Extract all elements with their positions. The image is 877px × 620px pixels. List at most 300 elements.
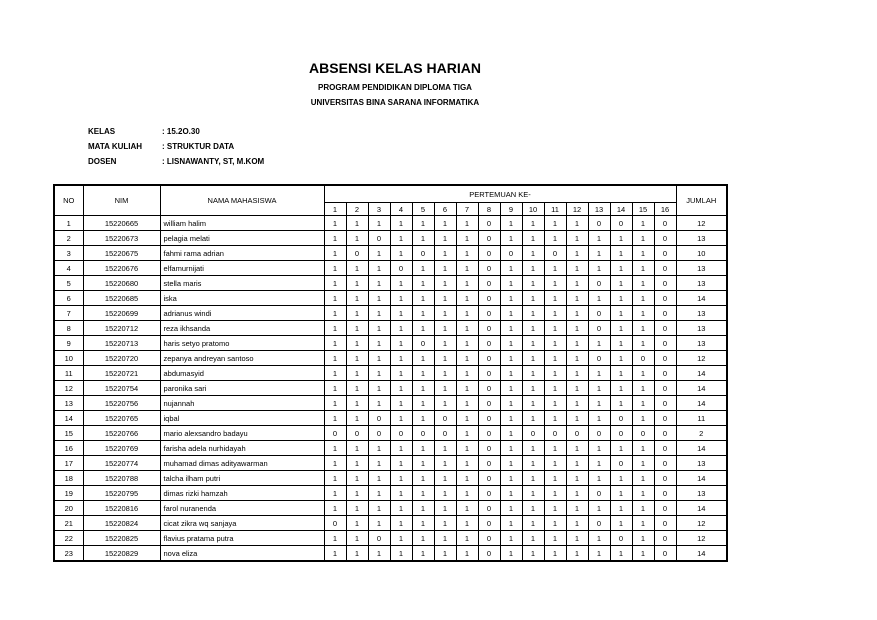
cell-no: 3 [54, 246, 83, 261]
cell-attendance: 1 [346, 396, 368, 411]
cell-attendance: 1 [368, 471, 390, 486]
cell-attendance: 1 [434, 261, 456, 276]
cell-attendance: 1 [500, 216, 522, 231]
cell-attendance: 1 [434, 516, 456, 531]
cell-attendance: 1 [566, 246, 588, 261]
cell-no: 5 [54, 276, 83, 291]
cell-attendance: 1 [566, 321, 588, 336]
meeting-number-header: 14 [610, 203, 632, 216]
cell-attendance: 1 [390, 441, 412, 456]
cell-attendance: 1 [456, 531, 478, 546]
cell-attendance: 1 [610, 366, 632, 381]
cell-attendance: 1 [522, 381, 544, 396]
cell-attendance: 1 [434, 381, 456, 396]
cell-attendance: 1 [566, 486, 588, 501]
cell-attendance: 1 [390, 366, 412, 381]
cell-attendance: 1 [324, 366, 346, 381]
cell-nim: 15220765 [83, 411, 160, 426]
meta-mata-kuliah [88, 142, 234, 151]
cell-attendance: 1 [500, 531, 522, 546]
cell-attendance: 0 [324, 516, 346, 531]
cell-attendance: 1 [588, 456, 610, 471]
cell-attendance: 0 [478, 471, 500, 486]
cell-jumlah: 13 [676, 456, 727, 471]
cell-attendance: 0 [544, 426, 566, 441]
cell-attendance: 1 [324, 351, 346, 366]
cell-attendance: 1 [324, 531, 346, 546]
cell-jumlah: 12 [676, 531, 727, 546]
cell-attendance: 1 [412, 261, 434, 276]
cell-attendance: 1 [390, 276, 412, 291]
cell-attendance: 1 [566, 441, 588, 456]
cell-attendance: 0 [610, 426, 632, 441]
cell-attendance: 1 [456, 261, 478, 276]
cell-attendance: 1 [456, 546, 478, 562]
cell-nim: 15220673 [83, 231, 160, 246]
cell-attendance: 1 [500, 426, 522, 441]
cell-attendance: 1 [588, 381, 610, 396]
cell-attendance: 1 [346, 306, 368, 321]
meeting-number-header: 11 [544, 203, 566, 216]
cell-attendance: 1 [522, 366, 544, 381]
cell-attendance: 1 [456, 516, 478, 531]
cell-attendance: 1 [434, 471, 456, 486]
cell-attendance: 1 [500, 501, 522, 516]
cell-attendance: 1 [368, 306, 390, 321]
cell-attendance: 1 [522, 336, 544, 351]
cell-jumlah: 12 [676, 216, 727, 231]
cell-attendance: 1 [456, 366, 478, 381]
meta-value: : STRUKTUR DATA [162, 142, 235, 151]
cell-attendance: 1 [412, 501, 434, 516]
cell-attendance: 1 [434, 321, 456, 336]
cell-attendance: 0 [654, 291, 676, 306]
cell-no: 16 [54, 441, 83, 456]
cell-attendance: 0 [478, 546, 500, 562]
cell-attendance: 1 [412, 516, 434, 531]
cell-jumlah: 14 [676, 396, 727, 411]
cell-attendance: 1 [632, 366, 654, 381]
table-row [54, 291, 727, 306]
cell-attendance: 0 [478, 261, 500, 276]
cell-nim: 15220754 [83, 381, 160, 396]
cell-attendance: 1 [588, 246, 610, 261]
cell-attendance: 1 [368, 516, 390, 531]
cell-attendance: 1 [456, 471, 478, 486]
cell-attendance: 0 [654, 486, 676, 501]
cell-attendance: 1 [390, 396, 412, 411]
cell-attendance: 1 [522, 531, 544, 546]
meeting-number-header: 3 [368, 203, 390, 216]
cell-attendance: 1 [522, 291, 544, 306]
cell-attendance: 1 [632, 531, 654, 546]
cell-attendance: 0 [544, 246, 566, 261]
table-row [54, 471, 727, 486]
cell-attendance: 1 [456, 411, 478, 426]
cell-attendance: 1 [544, 486, 566, 501]
meeting-number-header: 6 [434, 203, 456, 216]
cell-nim: 15220766 [83, 426, 160, 441]
cell-attendance: 1 [522, 306, 544, 321]
cell-attendance: 0 [478, 351, 500, 366]
cell-attendance: 1 [368, 276, 390, 291]
cell-attendance: 1 [346, 516, 368, 531]
cell-attendance: 1 [522, 516, 544, 531]
cell-attendance: 1 [412, 306, 434, 321]
cell-attendance: 1 [544, 441, 566, 456]
cell-attendance: 0 [654, 546, 676, 562]
cell-attendance: 1 [368, 261, 390, 276]
cell-attendance: 1 [390, 531, 412, 546]
cell-nama: fahmi rama adrian [160, 246, 324, 261]
cell-attendance: 0 [654, 396, 676, 411]
cell-no: 18 [54, 471, 83, 486]
cell-attendance: 1 [412, 546, 434, 562]
cell-nim: 15220713 [83, 336, 160, 351]
cell-attendance: 0 [654, 246, 676, 261]
cell-jumlah: 14 [676, 546, 727, 562]
meeting-number-header: 8 [478, 203, 500, 216]
cell-attendance: 1 [324, 501, 346, 516]
cell-attendance: 1 [588, 471, 610, 486]
cell-attendance: 1 [544, 546, 566, 562]
cell-attendance: 1 [434, 456, 456, 471]
cell-attendance: 1 [346, 546, 368, 562]
cell-attendance: 1 [324, 336, 346, 351]
cell-attendance: 1 [566, 291, 588, 306]
cell-attendance: 1 [390, 231, 412, 246]
cell-attendance: 0 [654, 471, 676, 486]
cell-attendance: 0 [588, 321, 610, 336]
cell-attendance: 1 [324, 456, 346, 471]
header-nama: NAMA MAHASISWA [160, 185, 324, 216]
cell-attendance: 0 [390, 261, 412, 276]
table-row [54, 426, 727, 441]
cell-attendance: 1 [588, 396, 610, 411]
cell-attendance: 1 [566, 366, 588, 381]
cell-nim: 15220685 [83, 291, 160, 306]
cell-attendance: 1 [390, 486, 412, 501]
meta-dosen [88, 157, 264, 166]
cell-attendance: 1 [412, 291, 434, 306]
cell-attendance: 0 [610, 456, 632, 471]
cell-jumlah: 12 [676, 516, 727, 531]
cell-attendance: 1 [566, 411, 588, 426]
cell-attendance: 1 [434, 246, 456, 261]
cell-attendance: 1 [456, 246, 478, 261]
cell-attendance: 1 [522, 216, 544, 231]
cell-attendance: 1 [456, 501, 478, 516]
cell-attendance: 1 [566, 381, 588, 396]
cell-attendance: 1 [390, 516, 412, 531]
cell-attendance: 0 [654, 426, 676, 441]
cell-attendance: 1 [390, 351, 412, 366]
cell-attendance: 1 [500, 336, 522, 351]
university-subtitle: UNIVERSITAS BINA SARANA INFORMATIKA [310, 98, 480, 107]
table-row [54, 306, 727, 321]
cell-attendance: 0 [368, 231, 390, 246]
cell-no: 7 [54, 306, 83, 321]
cell-nim: 15220774 [83, 456, 160, 471]
cell-jumlah: 14 [676, 381, 727, 396]
cell-attendance: 1 [346, 411, 368, 426]
cell-nama: stella maris [160, 276, 324, 291]
cell-no: 12 [54, 381, 83, 396]
cell-attendance: 1 [324, 381, 346, 396]
cell-attendance: 1 [500, 381, 522, 396]
table-row [54, 501, 727, 516]
cell-no: 13 [54, 396, 83, 411]
cell-attendance: 0 [654, 456, 676, 471]
cell-attendance: 1 [368, 336, 390, 351]
cell-attendance: 1 [544, 381, 566, 396]
cell-attendance: 0 [654, 381, 676, 396]
cell-attendance: 0 [654, 411, 676, 426]
cell-attendance: 1 [566, 306, 588, 321]
cell-jumlah: 13 [676, 486, 727, 501]
cell-attendance: 1 [456, 231, 478, 246]
cell-attendance: 1 [434, 351, 456, 366]
cell-attendance: 1 [324, 471, 346, 486]
cell-attendance: 0 [588, 426, 610, 441]
cell-attendance: 1 [368, 381, 390, 396]
cell-attendance: 1 [588, 501, 610, 516]
cell-nim: 15220721 [83, 366, 160, 381]
cell-attendance: 0 [478, 291, 500, 306]
cell-attendance: 0 [478, 246, 500, 261]
cell-attendance: 1 [434, 276, 456, 291]
cell-attendance: 1 [434, 336, 456, 351]
cell-attendance: 1 [368, 321, 390, 336]
cell-jumlah: 13 [676, 276, 727, 291]
cell-attendance: 0 [478, 366, 500, 381]
cell-jumlah: 12 [676, 351, 727, 366]
cell-attendance: 0 [588, 306, 610, 321]
cell-attendance: 1 [610, 231, 632, 246]
cell-attendance: 0 [478, 381, 500, 396]
cell-attendance: 1 [610, 441, 632, 456]
cell-attendance: 1 [412, 216, 434, 231]
cell-attendance: 1 [324, 546, 346, 562]
cell-attendance: 1 [610, 246, 632, 261]
page-title: ABSENSI KELAS HARIAN [309, 60, 481, 76]
cell-attendance: 1 [456, 381, 478, 396]
cell-attendance: 1 [566, 276, 588, 291]
cell-no: 9 [54, 336, 83, 351]
meeting-number-header: 1 [324, 203, 346, 216]
cell-attendance: 1 [544, 261, 566, 276]
cell-attendance: 1 [544, 291, 566, 306]
cell-attendance: 1 [434, 231, 456, 246]
cell-attendance: 1 [346, 501, 368, 516]
cell-attendance: 1 [544, 366, 566, 381]
cell-attendance: 1 [588, 531, 610, 546]
cell-attendance: 1 [456, 216, 478, 231]
cell-jumlah: 13 [676, 306, 727, 321]
cell-attendance: 1 [588, 366, 610, 381]
meta-label: KELAS [88, 127, 116, 136]
cell-attendance: 1 [544, 411, 566, 426]
cell-jumlah: 2 [676, 426, 727, 441]
cell-attendance: 1 [324, 486, 346, 501]
cell-nama: mario alexsandro badayu [160, 426, 324, 441]
cell-attendance: 0 [478, 516, 500, 531]
cell-attendance: 1 [566, 456, 588, 471]
cell-attendance: 0 [412, 336, 434, 351]
cell-attendance: 1 [346, 471, 368, 486]
cell-attendance: 1 [632, 501, 654, 516]
cell-nim: 15220680 [83, 276, 160, 291]
cell-no: 14 [54, 411, 83, 426]
cell-attendance: 0 [588, 216, 610, 231]
cell-nim: 15220712 [83, 321, 160, 336]
table-row [54, 246, 727, 261]
cell-no: 17 [54, 456, 83, 471]
cell-attendance: 1 [500, 546, 522, 562]
cell-attendance: 0 [478, 411, 500, 426]
cell-nim: 15220825 [83, 531, 160, 546]
cell-attendance: 1 [566, 531, 588, 546]
cell-attendance: 1 [434, 291, 456, 306]
cell-attendance: 1 [324, 276, 346, 291]
table-row [54, 411, 727, 426]
cell-attendance: 0 [478, 276, 500, 291]
cell-no: 8 [54, 321, 83, 336]
cell-attendance: 0 [412, 246, 434, 261]
header-jumlah: JUMLAH [676, 185, 727, 216]
cell-attendance: 1 [346, 336, 368, 351]
cell-nim: 15220756 [83, 396, 160, 411]
cell-attendance: 1 [610, 516, 632, 531]
cell-attendance: 1 [632, 261, 654, 276]
cell-attendance: 1 [610, 261, 632, 276]
cell-attendance: 0 [368, 426, 390, 441]
cell-attendance: 1 [368, 501, 390, 516]
cell-jumlah: 14 [676, 471, 727, 486]
cell-attendance: 1 [390, 381, 412, 396]
table-row [54, 486, 727, 501]
cell-attendance: 1 [456, 351, 478, 366]
cell-attendance: 1 [324, 441, 346, 456]
table-row [54, 336, 727, 351]
cell-attendance: 0 [566, 426, 588, 441]
meeting-number-header: 5 [412, 203, 434, 216]
cell-attendance: 0 [478, 336, 500, 351]
cell-no: 20 [54, 501, 83, 516]
cell-attendance: 0 [478, 456, 500, 471]
cell-attendance: 0 [610, 411, 632, 426]
cell-nama: muhamad dimas adityawarman [160, 456, 324, 471]
meeting-number-header: 7 [456, 203, 478, 216]
cell-attendance: 1 [456, 456, 478, 471]
cell-attendance: 1 [412, 396, 434, 411]
cell-attendance: 1 [390, 501, 412, 516]
cell-attendance: 1 [324, 396, 346, 411]
table-row [54, 231, 727, 246]
cell-attendance: 1 [500, 441, 522, 456]
cell-attendance: 1 [324, 411, 346, 426]
cell-no: 19 [54, 486, 83, 501]
cell-attendance: 1 [346, 456, 368, 471]
cell-attendance: 1 [434, 486, 456, 501]
cell-nim: 15220788 [83, 471, 160, 486]
cell-nim: 15220769 [83, 441, 160, 456]
header-no: NO [54, 185, 83, 216]
cell-attendance: 1 [500, 351, 522, 366]
table-row [54, 366, 727, 381]
cell-attendance: 1 [456, 321, 478, 336]
cell-attendance: 0 [522, 426, 544, 441]
cell-no: 10 [54, 351, 83, 366]
cell-attendance: 1 [346, 381, 368, 396]
cell-attendance: 1 [632, 411, 654, 426]
attendance-table [53, 184, 728, 562]
meta-label: MATA KULIAH [88, 142, 143, 151]
cell-attendance: 1 [500, 516, 522, 531]
cell-attendance: 1 [566, 471, 588, 486]
meeting-number-header: 2 [346, 203, 368, 216]
cell-attendance: 0 [610, 531, 632, 546]
cell-attendance: 0 [654, 261, 676, 276]
meeting-number-header: 10 [522, 203, 544, 216]
cell-nim: 15220829 [83, 546, 160, 562]
cell-attendance: 1 [632, 441, 654, 456]
meeting-number-header: 9 [500, 203, 522, 216]
cell-jumlah: 13 [676, 231, 727, 246]
cell-attendance: 1 [500, 411, 522, 426]
cell-nama: farisha adela nurhidayah [160, 441, 324, 456]
cell-attendance: 0 [478, 231, 500, 246]
cell-attendance: 1 [500, 456, 522, 471]
cell-attendance: 1 [456, 396, 478, 411]
cell-attendance: 0 [654, 441, 676, 456]
cell-attendance: 1 [566, 336, 588, 351]
meta-kelas [88, 127, 200, 136]
meeting-number-header: 13 [588, 203, 610, 216]
cell-nama: paronika sari [160, 381, 324, 396]
cell-attendance: 0 [588, 276, 610, 291]
cell-attendance: 1 [500, 396, 522, 411]
cell-nim: 15220676 [83, 261, 160, 276]
cell-attendance: 0 [654, 336, 676, 351]
cell-attendance: 0 [368, 411, 390, 426]
cell-attendance: 0 [346, 246, 368, 261]
cell-attendance: 0 [346, 426, 368, 441]
cell-attendance: 1 [500, 231, 522, 246]
cell-no: 11 [54, 366, 83, 381]
cell-attendance: 0 [478, 426, 500, 441]
cell-attendance: 0 [632, 426, 654, 441]
cell-attendance: 1 [632, 456, 654, 471]
cell-nim: 15220675 [83, 246, 160, 261]
cell-nama: william halim [160, 216, 324, 231]
cell-attendance: 1 [544, 216, 566, 231]
cell-attendance: 1 [346, 486, 368, 501]
cell-attendance: 1 [522, 231, 544, 246]
cell-nama: iska [160, 291, 324, 306]
cell-attendance: 1 [588, 411, 610, 426]
cell-attendance: 0 [500, 246, 522, 261]
cell-nim: 15220720 [83, 351, 160, 366]
cell-attendance: 1 [632, 216, 654, 231]
cell-attendance: 0 [588, 516, 610, 531]
cell-attendance: 0 [368, 531, 390, 546]
cell-attendance: 1 [610, 291, 632, 306]
header-nim: NIM [83, 185, 160, 216]
cell-attendance: 1 [500, 261, 522, 276]
cell-attendance: 1 [412, 471, 434, 486]
cell-nim: 15220824 [83, 516, 160, 531]
